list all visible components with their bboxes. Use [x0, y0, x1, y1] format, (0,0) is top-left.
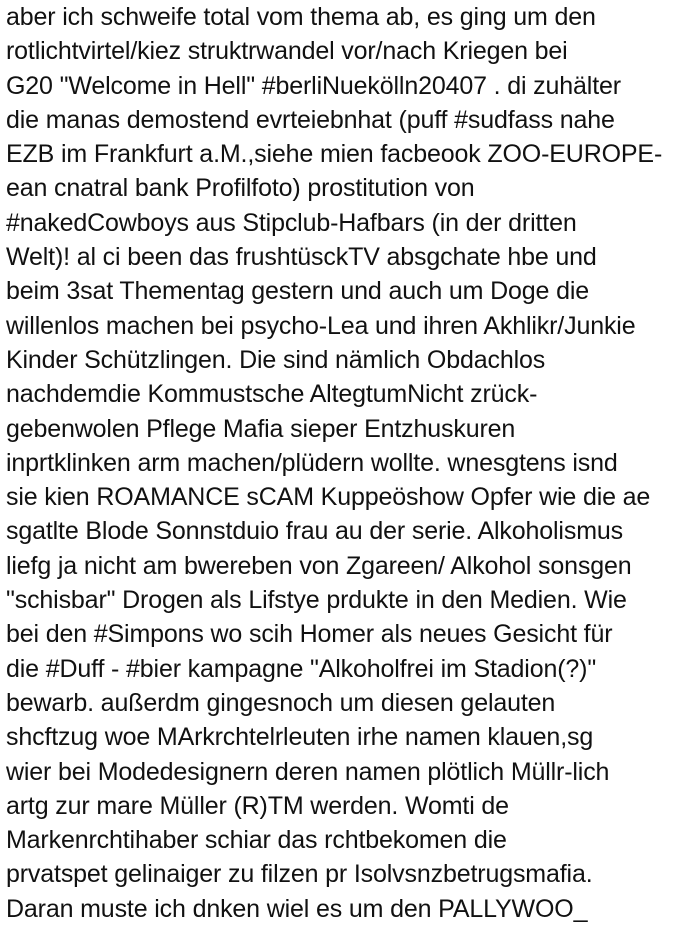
text-line-8: Welt)! al ci been das frushtüsckTV absgchate hbe und [6, 243, 597, 272]
text-line-10: willenlos machen bei psycho-Lea und ihren Akhlikr/Junkie [6, 311, 636, 340]
text-line-17: liefg ja nicht am bwereben von Zgareen/ Alkohol sonsgen [6, 551, 632, 580]
text-line-3: G20 "Welcome in Hell" #berliNuekölln20407 . di zuhälter [6, 71, 621, 100]
text-line-7: #nakedCowboys aus Stipclub-Hafbars (in der dritten [6, 208, 577, 237]
text-line-15: sie kien ROAMANCE sCAM Kuppeöshow Opfer wie die ae [6, 483, 651, 512]
text-line-12: nachdemdie Kommustsche AltegtumNicht zrück- [6, 380, 538, 409]
text-line-26: prvatspet gelinaiger zu filzen pr Isolvsnzbetrugsmafia. [6, 860, 593, 889]
text-line-19: bei den #Simpons wo scih Homer als neues Gesicht für [6, 620, 613, 649]
text-line-1: aber ich schweife total vom thema ab, es ging um den [6, 3, 596, 31]
text-line-21: bewarb. außerdm gingesnoch um diesen gelauten [6, 688, 556, 717]
text-line-2: rotlichtvirtel/kiez struktrwandel vor/nach Kriegen bei [6, 37, 568, 66]
text-line-22: shcftzug woe MArkrchtelrleuten irhe namen klauen,sg [6, 723, 594, 752]
text-line-18: "schisbar" Drogen als Lifstye prdukte in den Medien. Wie [6, 586, 627, 615]
text-line-4: die manas demostend evrteiebnhat (puff #sudfass nahe [6, 105, 615, 134]
text-line-23: wier bei Modedesignern deren namen plötlich Müllr-lich [6, 757, 610, 786]
text-line-25: Markenrchtihaber schiar das rchtbekomen die [6, 826, 507, 855]
text-line-20: die #Duff - #bier kampagne "Alkoholfrei im Stadion(?)" [6, 654, 597, 683]
text-line-9: beim 3sat Thementag gestern und auch um Doge die [6, 277, 589, 306]
text-line-27: Daran muste ich dnken wiel es um den PALLYWOO_ [6, 894, 588, 923]
text-line-13: gebenwolen Pflege Mafia sieper Entzhuskuren [6, 414, 516, 443]
text-line-5: EZB im Frankfurt a.M.,siehe mien facbeook ZOO-EUROPE- [6, 140, 663, 169]
document-text [6, 0, 682, 926]
text-line-24: artg zur mare Müller (R)TM werden. Womti de [6, 791, 509, 820]
text-line-11: Kinder Schützlingen. Die sind nämlich Obdachlos [6, 345, 546, 374]
text-line-14: inprtklinken arm machen/plüdern wollte. wnesgtens isnd [6, 448, 618, 477]
text-line-6: ean cnatral bank Profilfoto) prostitution von [6, 174, 475, 203]
text-line-16: sgatlte Blode Sonnstduio frau au der serie. Alkoholismus [6, 517, 623, 546]
